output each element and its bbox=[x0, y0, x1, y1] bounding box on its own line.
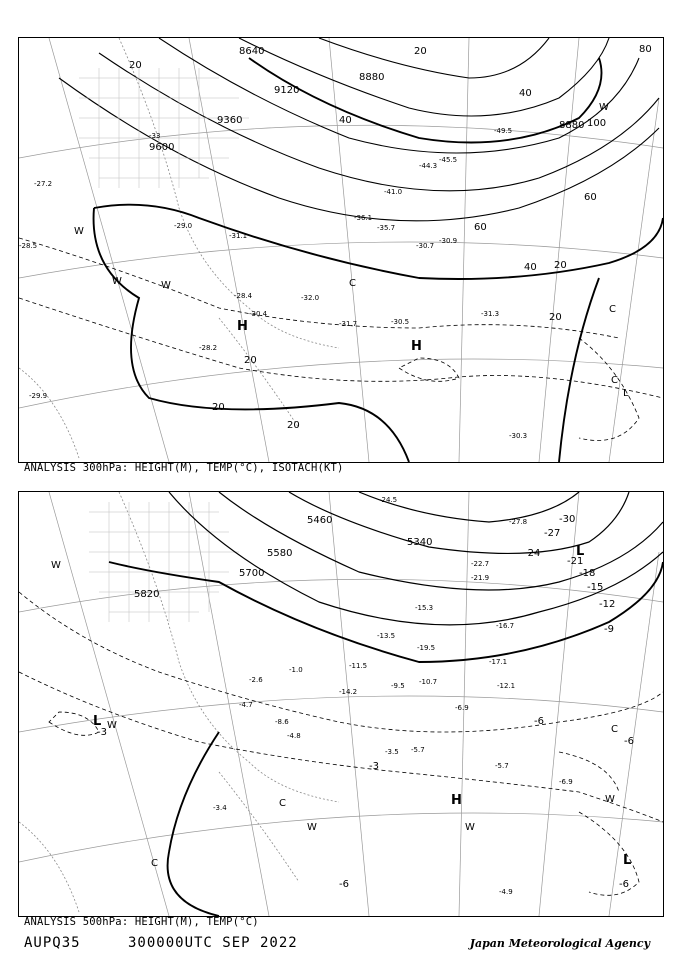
isotach-label: 40 bbox=[339, 115, 352, 126]
low-center: L bbox=[576, 544, 585, 559]
isotach-label: 20 bbox=[129, 60, 142, 71]
temp-contour-label: -30 bbox=[559, 514, 576, 525]
temp-sample: -30.5 bbox=[391, 318, 410, 326]
temp-contour-label: -24 bbox=[524, 548, 541, 559]
temp-sample: -28.5 bbox=[19, 242, 38, 250]
temp-sample: -12.1 bbox=[497, 682, 516, 690]
isotach-label: 20 bbox=[414, 46, 427, 57]
chart-code: AUPQ35 bbox=[24, 935, 81, 951]
warm-marker: W bbox=[599, 102, 609, 113]
temp-contour-label: -6 bbox=[339, 879, 349, 890]
map-500hpa bbox=[18, 491, 664, 917]
isotach-label: 80 bbox=[639, 44, 652, 55]
high-center: H bbox=[451, 793, 462, 808]
temp-sample: -28.2 bbox=[199, 344, 218, 352]
temp-sample: -8.6 bbox=[275, 718, 289, 726]
temp-sample: -11.5 bbox=[349, 662, 368, 670]
map-300hpa-canvas bbox=[19, 38, 663, 462]
warm-marker: W bbox=[307, 822, 317, 833]
height-label: 5580 bbox=[267, 548, 293, 559]
temp-contour-label: -21 bbox=[567, 556, 584, 567]
isotach-label: 20 bbox=[244, 355, 257, 366]
temp-sample: -6.9 bbox=[559, 778, 573, 786]
temp-sample: -1.0 bbox=[289, 666, 303, 674]
isotach-label: 60 bbox=[584, 192, 597, 203]
temp-sample: -30.4 bbox=[249, 310, 268, 318]
temp-sample: -45.5 bbox=[439, 156, 458, 164]
temp-sample: -17.1 bbox=[489, 658, 508, 666]
temp-sample: -19.5 bbox=[417, 644, 436, 652]
temp-sample: -33 bbox=[149, 132, 161, 140]
temp-sample: -35.7 bbox=[377, 224, 396, 232]
low-center: L bbox=[93, 714, 102, 729]
temp-sample: -15.3 bbox=[415, 604, 434, 612]
analysis-time: 300000UTC SEP 2022 bbox=[128, 935, 298, 951]
isotach-label: 20 bbox=[549, 312, 562, 323]
stipple-area bbox=[79, 68, 249, 188]
temp-sample: -30.3 bbox=[509, 432, 528, 440]
cold-marker: C bbox=[611, 375, 618, 386]
warm-marker: W bbox=[107, 720, 117, 731]
temp-sample: -30.9 bbox=[439, 237, 458, 245]
isotach-label: 100 bbox=[587, 118, 607, 129]
high-center: H bbox=[411, 339, 422, 354]
temp-sample: -3.4 bbox=[213, 804, 227, 812]
temp-sample: -22.7 bbox=[471, 560, 490, 568]
temp-sample: -30.7 bbox=[416, 242, 435, 250]
temp-contour-label: -18 bbox=[579, 568, 596, 579]
height-label: 5820 bbox=[134, 589, 160, 600]
temp-sample: -10.7 bbox=[419, 678, 438, 686]
temp-sample: -16.7 bbox=[496, 622, 515, 630]
temp-sample: -27.2 bbox=[34, 180, 53, 188]
isotach-label: 20 bbox=[287, 420, 300, 431]
caption-500hpa: ANALYSIS 500hPa: HEIGHT(M), TEMP(°C) bbox=[24, 916, 259, 928]
temp-contour-label: -6 bbox=[619, 879, 629, 890]
low-marker: L bbox=[623, 388, 629, 399]
temp-sample: -28.4 bbox=[234, 292, 253, 300]
temp-sample: -5.7 bbox=[411, 746, 425, 754]
temp-sample: -31.1 bbox=[229, 232, 248, 240]
height-label: 9360 bbox=[217, 115, 243, 126]
height-label: 9600 bbox=[149, 142, 175, 153]
temp-sample: -9.5 bbox=[391, 682, 405, 690]
temp-contour-label: -15 bbox=[587, 582, 604, 593]
temp-contour-label: -12 bbox=[599, 599, 616, 610]
warm-marker: W bbox=[465, 822, 475, 833]
isotach-label: 20 bbox=[212, 402, 225, 413]
isotach-label: 20 bbox=[554, 260, 567, 271]
agency-name: Japan Meteorological Agency bbox=[469, 937, 650, 950]
temp-sample: -21.9 bbox=[471, 574, 490, 582]
cold-marker: C bbox=[349, 278, 356, 289]
temp-sample: -32.0 bbox=[301, 294, 320, 302]
temp-sample: -14.2 bbox=[339, 688, 358, 696]
temp-contour-label: -6 bbox=[624, 736, 634, 747]
height-label: 9120 bbox=[274, 85, 300, 96]
temp-sample: -6.9 bbox=[455, 704, 469, 712]
temp-sample: -3.5 bbox=[385, 748, 399, 756]
temp-sample: -36.1 bbox=[354, 214, 373, 222]
temp-sample: -29.0 bbox=[174, 222, 193, 230]
temp-sample: -49.5 bbox=[494, 127, 513, 135]
temp-sample: -2.6 bbox=[249, 676, 263, 684]
height-label: 8640 bbox=[239, 46, 265, 57]
temp-contour-label: -3 bbox=[369, 761, 379, 772]
warm-marker: W bbox=[74, 226, 84, 237]
high-center: H bbox=[237, 319, 248, 334]
temp-contour-label: -3 bbox=[97, 727, 107, 738]
warm-marker: W bbox=[605, 794, 615, 805]
warm-marker: W bbox=[51, 560, 61, 571]
temp-sample: -13.5 bbox=[377, 632, 396, 640]
temp-sample: -4.9 bbox=[499, 888, 513, 896]
temp-sample: -44.3 bbox=[419, 162, 438, 170]
warm-marker: W bbox=[161, 280, 171, 291]
cold-marker: C bbox=[151, 858, 158, 869]
height-label: 5340 bbox=[407, 537, 433, 548]
temp-sample: -31.3 bbox=[481, 310, 500, 318]
cold-marker: C bbox=[609, 304, 616, 315]
cold-marker: C bbox=[279, 798, 286, 809]
temp-sample: -41.0 bbox=[384, 188, 403, 196]
temp-sample: -29.9 bbox=[29, 392, 48, 400]
temp-contour-label: -27 bbox=[544, 528, 561, 539]
temp-sample: -4.7 bbox=[239, 701, 253, 709]
temp-sample: -31.7 bbox=[339, 320, 358, 328]
caption-300hpa: ANALYSIS 300hPa: HEIGHT(M), TEMP(°C), ISOTACH(KT) bbox=[24, 462, 344, 474]
cold-marker: C bbox=[611, 724, 618, 735]
height-label: 5700 bbox=[239, 568, 265, 579]
low-center: L bbox=[623, 853, 632, 868]
temp-sample: -5.7 bbox=[495, 762, 509, 770]
warm-marker: W bbox=[112, 276, 122, 287]
map-500hpa-canvas bbox=[19, 492, 663, 916]
temp-sample: -24.5 bbox=[379, 496, 398, 504]
isotach-label: 40 bbox=[524, 262, 537, 273]
isotach-label: 40 bbox=[519, 88, 532, 99]
isotach-label: 60 bbox=[474, 222, 487, 233]
height-label: 8880 bbox=[559, 120, 585, 131]
temp-sample: -27.8 bbox=[509, 518, 528, 526]
temp-contour-label: -6 bbox=[534, 716, 544, 727]
height-label: 8880 bbox=[359, 72, 385, 83]
map-300hpa bbox=[18, 37, 664, 463]
bold-contour bbox=[109, 562, 663, 916]
temp-sample: -4.8 bbox=[287, 732, 301, 740]
height-label: 5460 bbox=[307, 515, 333, 526]
temp-contour-label: -9 bbox=[604, 624, 614, 635]
